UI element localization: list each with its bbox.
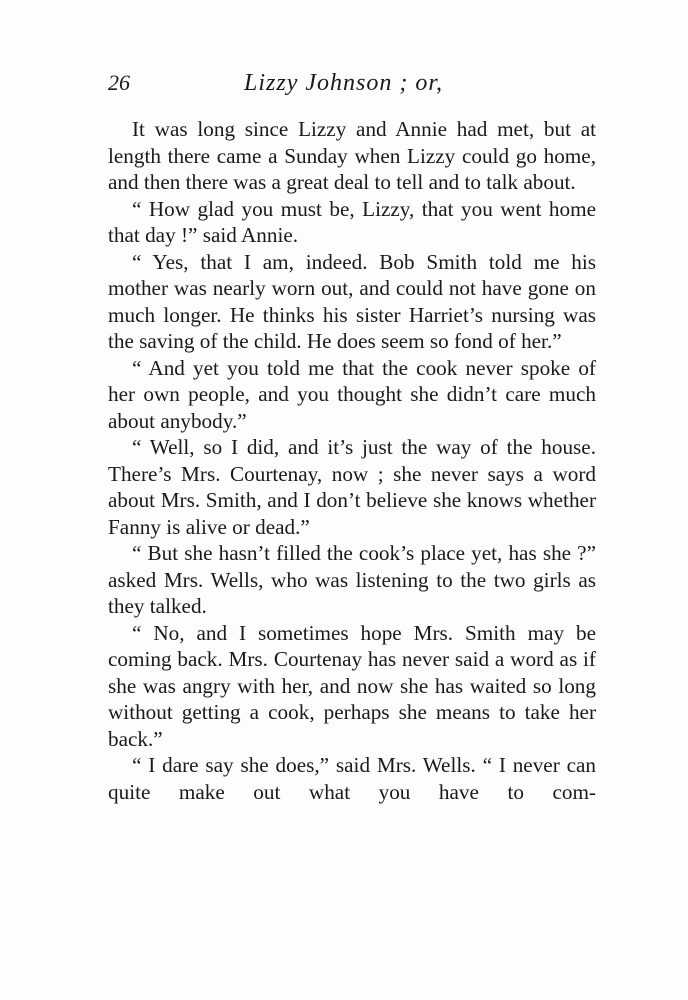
paragraph: “ No, and I sometimes hope Mrs. Smith may be coming back. Mrs. Courtenay has never said a word as if she was angry with her, and now she has waited so long without getting a cook, perhaps she means to take her back.” — [108, 620, 596, 751]
paragraph: “ And yet you told me that the cook never spoke of her own people, and you thought she didn’t care much about anybody.” — [108, 355, 596, 433]
paragraph: It was long since Lizzy and Annie had met, but at length there came a Sunday when Lizzy could go home, and then there was a great deal to tell and to talk about. — [108, 117, 596, 194]
paragraph: “ How glad you must be, Lizzy, that you went home that day !” said Annie. — [108, 196, 596, 247]
paragraph: “ I dare say she does,” said Mrs. Wells. “ I never can quite make out what you have to com- — [108, 753, 596, 804]
paragraph: “ Yes, that I am, indeed. Bob Smith told me his mother was nearly worn out, and could not have gone on much longer. He thinks his sister Harriet’s nursing was the saving of the child. He does seem so fond of her.” — [108, 249, 596, 353]
running-head — [108, 70, 596, 102]
paragraph: “ But she hasn’t filled the cook’s place yet, has she ?” asked Mrs. Wells, who was listening to the two girls as they talked. — [108, 541, 596, 618]
paragraph: “ Well, so I did, and it’s just the way of the house. There’s Mrs. Courtenay, now ; she never says a word about Mrs. Smith, and I don’t believe she knows whether Fanny is alive or dead.” — [108, 435, 596, 539]
body-text — [108, 116, 596, 805]
page-number: 26 — [108, 70, 130, 95]
running-title: Lizzy Johnson ; or, — [244, 70, 444, 96]
